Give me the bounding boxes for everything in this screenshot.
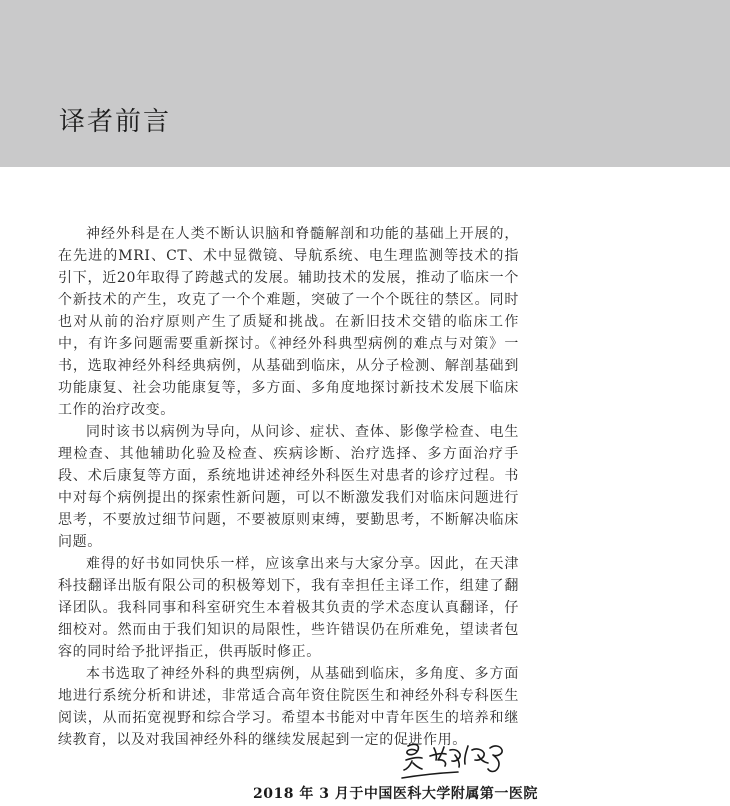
preface-paragraph-4: 本书选取了神经外科的典型病例，从基础到临床，多角度、多方面地进行系统分析和讲述，非常适合高年资住院医生和神经外科专科医生阅读，从而拓宽视野和综合学习。希望本书能对中青年医生的培养和继续教育，以及对我国神经外科的继续发展起到一定的促进作用。 [58, 666, 519, 748]
preface-paragraph-2: 同时该书以病例为导向，从问诊、症状、查体、影像学检查、电生理检查、其他辅助化验及检查、疾病诊断、治疗选择、多方面治疗手段、术后康复等方面，系统地讲述神经外科医生对患者的诊疗过程。书中对每个病例提出的探索性新问题，可以不断激发我们对临床问题进行思考，不要放过细节问题，不要被原则束缚，要勤思考，不断解决临床问题。 [58, 424, 519, 550]
preface-paragraph-1: 神经外科是在人类不断认识脑和脊髓解剖和功能的基础上开展的，在先进的MRI、CT、术中显微镜、导航系统、电生理监测等技术的指引下，近20年取得了跨越式的发展。辅助技术的发展，推动了临床一个个新技术的产生，攻克了一个个难题，突破了一个个既往的禁区。同时也对从前的治疗原则产生了质疑和挑战。在新旧技术交错的临床工作中，有许多问题需要重新探讨。《神经外科典型病例的难点与对策》一书，选取神经外科经典病例，从基础到临床，从分子检测、解剖基础到功能康复、社会功能康复等，多方面、多角度地探讨新技术发展下临床工作的治疗改变。 [58, 226, 519, 418]
page-title: 译者前言 [59, 107, 172, 137]
date-affiliation-line: 2018 年 3 月于中国医科大学附属第一医院 [253, 786, 538, 802]
preface-body [58, 223, 519, 751]
preface-paragraph-3: 难得的好书如同快乐一样，应该拿出来与大家分享。因此，在天津科技翻译出版有限公司的积极筹划下，我有幸担任主译工作，组建了翻译团队。我科同事和科室研究生本着极其负责的学术态度认真翻译，仔细校对。然而由于我们知识的局限性，些许错误仍在所难免，望读者包容的同时给予批评指正，供再版时修正。 [58, 556, 519, 660]
signature-image [398, 738, 510, 784]
handwritten-signature [398, 738, 510, 784]
header-band [0, 0, 730, 167]
